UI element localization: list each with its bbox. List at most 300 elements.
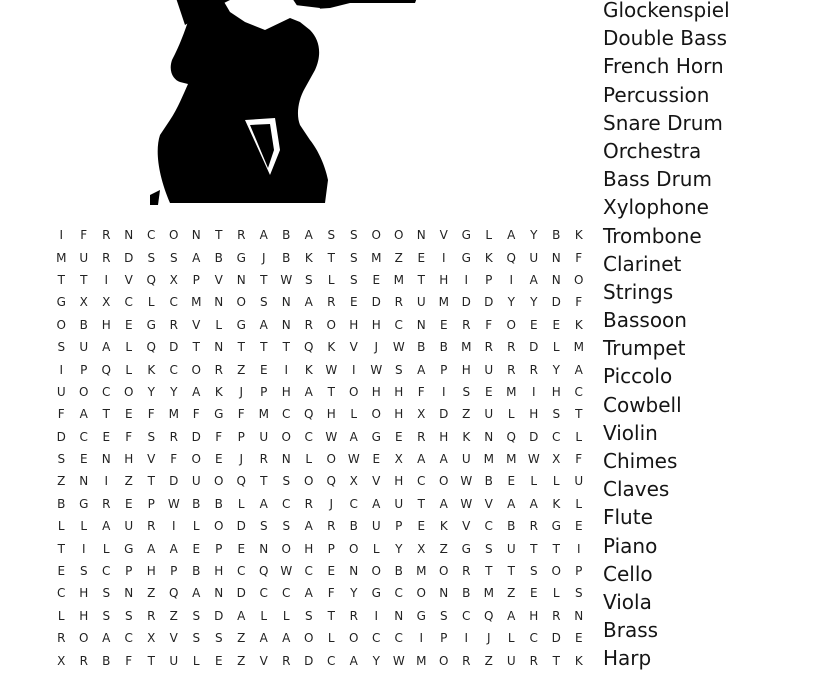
grid-letter[interactable]: A <box>349 653 358 668</box>
grid-letter[interactable]: D <box>529 340 539 355</box>
grid-letter[interactable]: K <box>327 340 336 355</box>
grid-letter[interactable]: B <box>282 228 291 243</box>
grid-letter[interactable]: P <box>215 541 223 556</box>
grid-letter[interactable]: B <box>417 340 426 355</box>
grid-letter[interactable]: R <box>304 317 313 332</box>
grid-letter[interactable]: L <box>327 631 335 646</box>
grid-letter[interactable]: X <box>57 653 66 668</box>
grid-letter[interactable]: M <box>258 407 269 422</box>
grid-letter[interactable]: V <box>147 452 156 467</box>
grid-letter[interactable]: E <box>529 586 538 601</box>
grid-letter[interactable]: L <box>575 429 583 444</box>
grid-letter[interactable]: L <box>552 474 560 489</box>
grid-letter[interactable]: K <box>574 228 583 243</box>
grid-letter[interactable]: R <box>147 519 156 534</box>
grid-letter[interactable]: P <box>395 519 403 534</box>
grid-letter[interactable]: R <box>147 608 156 623</box>
grid-letter[interactable]: R <box>102 496 111 511</box>
grid-letter[interactable]: I <box>104 272 109 287</box>
grid-letter[interactable]: Q <box>169 586 179 601</box>
grid-letter[interactable]: M <box>168 407 179 422</box>
grid-letter[interactable]: R <box>529 362 538 377</box>
grid-letter[interactable]: T <box>80 272 88 287</box>
grid-letter[interactable]: J <box>374 340 379 355</box>
grid-letter[interactable]: T <box>260 272 268 287</box>
grid-letter[interactable]: R <box>327 519 336 534</box>
grid-letter[interactable]: G <box>124 541 134 556</box>
grid-letter[interactable]: M <box>483 586 494 601</box>
grid-letter[interactable]: E <box>192 541 201 556</box>
grid-letter[interactable]: K <box>484 250 493 265</box>
grid-letter[interactable]: I <box>419 631 424 646</box>
grid-letter[interactable]: N <box>79 474 89 489</box>
grid-letter[interactable]: N <box>191 228 201 243</box>
grid-letter[interactable]: O <box>349 631 359 646</box>
grid-letter[interactable]: C <box>102 384 111 399</box>
grid-letter[interactable]: I <box>464 272 469 287</box>
grid-letter[interactable]: J <box>239 384 244 399</box>
grid-letter[interactable]: I <box>59 362 64 377</box>
grid-letter[interactable]: N <box>281 452 291 467</box>
grid-letter[interactable]: G <box>416 608 426 623</box>
grid-letter[interactable]: O <box>574 272 584 287</box>
grid-letter[interactable]: O <box>439 653 449 668</box>
grid-letter[interactable]: A <box>529 272 538 287</box>
grid-letter[interactable]: L <box>125 340 133 355</box>
grid-letter[interactable]: U <box>79 250 89 265</box>
grid-letter[interactable]: U <box>416 295 426 310</box>
grid-letter[interactable]: W <box>460 496 473 511</box>
grid-letter[interactable]: G <box>371 586 381 601</box>
grid-letter[interactable]: H <box>101 317 111 332</box>
grid-letter[interactable]: P <box>440 631 448 646</box>
grid-letter[interactable]: H <box>124 452 134 467</box>
grid-letter[interactable]: D <box>551 295 561 310</box>
grid-letter[interactable]: L <box>372 541 380 556</box>
grid-letter[interactable]: P <box>147 496 155 511</box>
grid-letter[interactable]: Z <box>147 586 156 601</box>
grid-letter[interactable]: B <box>552 228 561 243</box>
grid-letter[interactable]: C <box>529 631 538 646</box>
grid-letter[interactable]: A <box>439 496 448 511</box>
grid-letter[interactable]: U <box>56 384 66 399</box>
grid-letter[interactable]: K <box>214 384 223 399</box>
grid-letter[interactable]: Y <box>350 586 358 601</box>
grid-letter[interactable]: K <box>552 496 561 511</box>
grid-letter[interactable]: R <box>349 608 358 623</box>
grid-letter[interactable]: Q <box>304 407 314 422</box>
grid-letter[interactable]: L <box>192 653 200 668</box>
grid-letter[interactable]: E <box>259 362 268 377</box>
grid-letter[interactable]: E <box>57 564 66 579</box>
grid-letter[interactable]: V <box>214 272 223 287</box>
grid-letter[interactable]: A <box>439 452 448 467</box>
grid-letter[interactable]: P <box>170 564 178 579</box>
grid-letter[interactable]: M <box>506 384 517 399</box>
grid-letter[interactable]: O <box>236 295 246 310</box>
grid-letter[interactable]: T <box>417 496 425 511</box>
grid-letter[interactable]: L <box>552 586 560 601</box>
grid-letter[interactable]: R <box>237 228 246 243</box>
grid-letter[interactable]: A <box>259 631 268 646</box>
grid-letter[interactable]: K <box>462 429 471 444</box>
grid-letter[interactable]: L <box>575 496 583 511</box>
grid-letter[interactable]: D <box>439 407 449 422</box>
grid-letter[interactable]: C <box>304 429 313 444</box>
grid-letter[interactable]: Q <box>259 564 269 579</box>
grid-letter[interactable]: F <box>125 653 133 668</box>
grid-letter[interactable]: P <box>327 541 335 556</box>
grid-letter[interactable]: A <box>304 384 313 399</box>
grid-letter[interactable]: U <box>394 496 404 511</box>
grid-letter[interactable]: T <box>417 272 425 287</box>
grid-letter[interactable]: N <box>551 272 561 287</box>
grid-letter[interactable]: P <box>237 429 245 444</box>
grid-letter[interactable]: M <box>416 564 427 579</box>
grid-letter[interactable]: T <box>530 541 538 556</box>
grid-letter[interactable]: L <box>57 519 65 534</box>
grid-letter[interactable]: W <box>325 362 338 377</box>
grid-letter[interactable]: X <box>102 295 111 310</box>
grid-letter[interactable]: E <box>237 541 246 556</box>
grid-letter[interactable]: Z <box>169 608 178 623</box>
grid-letter[interactable]: H <box>304 541 314 556</box>
grid-letter[interactable]: S <box>282 474 291 489</box>
grid-letter[interactable]: K <box>439 519 448 534</box>
grid-letter[interactable]: L <box>80 519 88 534</box>
grid-letter[interactable]: Z <box>394 250 403 265</box>
grid-letter[interactable]: I <box>464 631 469 646</box>
grid-letter[interactable]: H <box>79 586 89 601</box>
grid-letter[interactable]: Z <box>462 407 471 422</box>
grid-letter[interactable]: S <box>259 295 268 310</box>
grid-letter[interactable]: T <box>57 272 65 287</box>
grid-letter[interactable]: C <box>552 429 561 444</box>
grid-letter[interactable]: E <box>574 631 583 646</box>
grid-letter[interactable]: O <box>439 474 449 489</box>
grid-letter[interactable]: R <box>169 317 178 332</box>
grid-letter[interactable]: W <box>370 362 383 377</box>
grid-letter[interactable]: G <box>56 295 66 310</box>
grid-letter[interactable]: W <box>280 272 293 287</box>
grid-letter[interactable]: N <box>236 272 246 287</box>
grid-letter[interactable]: U <box>169 653 179 668</box>
grid-letter[interactable]: K <box>147 362 156 377</box>
grid-letter[interactable]: Q <box>506 250 516 265</box>
grid-letter[interactable]: I <box>351 362 356 377</box>
grid-letter[interactable]: F <box>575 295 583 310</box>
grid-letter[interactable]: C <box>327 653 336 668</box>
grid-letter[interactable]: A <box>372 496 381 511</box>
grid-letter[interactable]: T <box>327 608 335 623</box>
grid-letter[interactable]: A <box>417 362 426 377</box>
grid-letter[interactable]: R <box>102 250 111 265</box>
grid-letter[interactable]: M <box>371 250 382 265</box>
grid-letter[interactable]: A <box>79 407 88 422</box>
grid-letter[interactable]: L <box>215 317 223 332</box>
grid-letter[interactable]: T <box>485 564 493 579</box>
grid-letter[interactable]: O <box>371 564 381 579</box>
grid-letter[interactable]: Z <box>439 541 448 556</box>
grid-letter[interactable]: A <box>102 631 111 646</box>
grid-letter[interactable]: T <box>327 384 335 399</box>
grid-letter[interactable]: L <box>282 608 290 623</box>
grid-letter[interactable]: A <box>192 384 201 399</box>
grid-letter[interactable]: Z <box>507 586 516 601</box>
grid-letter[interactable]: F <box>147 407 155 422</box>
grid-letter[interactable]: V <box>259 653 268 668</box>
grid-letter[interactable]: L <box>57 608 65 623</box>
grid-letter[interactable]: A <box>192 250 201 265</box>
grid-letter[interactable]: X <box>147 631 156 646</box>
grid-letter[interactable]: O <box>394 228 404 243</box>
grid-letter[interactable]: Z <box>237 362 246 377</box>
grid-letter[interactable]: Y <box>170 384 178 399</box>
grid-letter[interactable]: B <box>439 340 448 355</box>
grid-letter[interactable]: G <box>461 250 471 265</box>
grid-letter[interactable]: Y <box>552 362 560 377</box>
grid-letter[interactable]: B <box>394 564 403 579</box>
grid-letter[interactable]: N <box>394 608 404 623</box>
grid-letter[interactable]: R <box>417 429 426 444</box>
grid-letter[interactable]: X <box>169 272 178 287</box>
grid-letter[interactable]: R <box>529 653 538 668</box>
grid-letter[interactable]: N <box>416 228 426 243</box>
grid-letter[interactable]: T <box>552 653 560 668</box>
grid-letter[interactable]: N <box>281 317 291 332</box>
grid-letter[interactable]: D <box>124 250 134 265</box>
grid-letter[interactable]: E <box>214 653 223 668</box>
grid-letter[interactable]: L <box>507 407 515 422</box>
grid-letter[interactable]: I <box>284 362 289 377</box>
grid-letter[interactable]: A <box>304 586 313 601</box>
grid-letter[interactable]: E <box>417 250 426 265</box>
grid-letter[interactable]: G <box>371 429 381 444</box>
grid-letter[interactable]: N <box>349 564 359 579</box>
grid-letter[interactable]: F <box>327 586 335 601</box>
grid-letter[interactable]: D <box>529 429 539 444</box>
grid-letter[interactable]: Y <box>530 295 538 310</box>
grid-letter[interactable]: S <box>349 250 358 265</box>
grid-letter[interactable]: F <box>125 429 133 444</box>
grid-letter[interactable]: O <box>214 519 224 534</box>
grid-letter[interactable]: T <box>327 250 335 265</box>
grid-letter[interactable]: G <box>551 519 561 534</box>
grid-letter[interactable]: R <box>304 496 313 511</box>
grid-letter[interactable]: X <box>417 541 426 556</box>
grid-letter[interactable]: L <box>260 608 268 623</box>
grid-letter[interactable]: O <box>349 541 359 556</box>
grid-letter[interactable]: R <box>394 295 403 310</box>
grid-letter[interactable]: D <box>236 586 246 601</box>
grid-letter[interactable]: L <box>327 272 335 287</box>
grid-letter[interactable]: C <box>169 295 178 310</box>
grid-letter[interactable]: M <box>393 272 404 287</box>
grid-letter[interactable]: A <box>304 295 313 310</box>
grid-letter[interactable]: T <box>147 474 155 489</box>
grid-letter[interactable]: V <box>349 340 358 355</box>
grid-letter[interactable]: D <box>371 295 381 310</box>
grid-letter[interactable]: D <box>551 631 561 646</box>
grid-letter[interactable]: K <box>574 317 583 332</box>
grid-letter[interactable]: C <box>304 564 313 579</box>
grid-letter[interactable]: W <box>392 653 405 668</box>
grid-letter[interactable]: M <box>483 452 494 467</box>
grid-letter[interactable]: L <box>507 631 515 646</box>
grid-letter[interactable]: X <box>349 474 358 489</box>
grid-letter[interactable]: E <box>507 474 516 489</box>
grid-letter[interactable]: S <box>552 407 561 422</box>
grid-letter[interactable]: H <box>349 317 359 332</box>
grid-letter[interactable]: U <box>484 362 494 377</box>
grid-letter[interactable]: Q <box>146 340 156 355</box>
grid-letter[interactable]: H <box>551 384 561 399</box>
grid-letter[interactable]: O <box>191 362 201 377</box>
grid-letter[interactable]: R <box>529 519 538 534</box>
grid-letter[interactable]: S <box>147 429 156 444</box>
grid-letter[interactable]: R <box>259 452 268 467</box>
grid-letter[interactable]: E <box>574 519 583 534</box>
grid-letter[interactable]: C <box>102 564 111 579</box>
grid-letter[interactable]: U <box>574 474 584 489</box>
grid-letter[interactable]: F <box>192 407 200 422</box>
grid-letter[interactable]: W <box>347 452 360 467</box>
grid-letter[interactable]: R <box>79 653 88 668</box>
grid-letter[interactable]: N <box>259 541 269 556</box>
grid-letter[interactable]: U <box>124 519 134 534</box>
grid-letter[interactable]: O <box>506 317 516 332</box>
grid-letter[interactable]: J <box>486 631 491 646</box>
grid-letter[interactable]: P <box>440 362 448 377</box>
grid-letter[interactable]: R <box>57 631 66 646</box>
grid-letter[interactable]: C <box>282 496 291 511</box>
grid-letter[interactable]: C <box>57 586 66 601</box>
grid-letter[interactable]: C <box>372 631 381 646</box>
grid-letter[interactable]: V <box>439 228 448 243</box>
grid-letter[interactable]: U <box>506 541 516 556</box>
grid-letter[interactable]: A <box>282 631 291 646</box>
grid-letter[interactable]: E <box>349 295 358 310</box>
grid-letter[interactable]: N <box>101 452 111 467</box>
grid-letter[interactable]: Q <box>506 429 516 444</box>
grid-letter[interactable]: B <box>79 317 88 332</box>
grid-letter[interactable]: U <box>371 519 381 534</box>
grid-letter[interactable]: S <box>349 228 358 243</box>
grid-letter[interactable]: S <box>304 272 313 287</box>
grid-letter[interactable]: C <box>259 586 268 601</box>
grid-letter[interactable]: E <box>529 317 538 332</box>
grid-letter[interactable]: E <box>372 272 381 287</box>
grid-letter[interactable]: B <box>192 496 201 511</box>
grid-letter[interactable]: I <box>531 384 536 399</box>
grid-letter[interactable]: L <box>147 295 155 310</box>
grid-letter[interactable]: L <box>350 407 358 422</box>
grid-letter[interactable]: H <box>371 384 381 399</box>
grid-letter[interactable]: B <box>192 564 201 579</box>
grid-letter[interactable]: S <box>192 631 201 646</box>
grid-letter[interactable]: X <box>417 407 426 422</box>
grid-letter[interactable]: U <box>79 340 89 355</box>
grid-letter[interactable]: C <box>394 631 403 646</box>
grid-letter[interactable]: B <box>484 474 493 489</box>
grid-letter[interactable]: C <box>394 586 403 601</box>
grid-letter[interactable]: T <box>282 340 290 355</box>
grid-letter[interactable]: B <box>349 519 358 534</box>
grid-letter[interactable]: U <box>506 653 516 668</box>
grid-letter[interactable]: S <box>102 608 111 623</box>
grid-letter[interactable]: K <box>304 250 313 265</box>
grid-letter[interactable]: Y <box>147 384 155 399</box>
grid-letter[interactable]: Q <box>236 474 246 489</box>
grid-letter[interactable]: J <box>239 452 244 467</box>
grid-letter[interactable]: S <box>147 250 156 265</box>
grid-letter[interactable]: S <box>282 519 291 534</box>
grid-letter[interactable]: L <box>125 362 133 377</box>
grid-letter[interactable]: D <box>191 429 201 444</box>
grid-letter[interactable]: U <box>529 250 539 265</box>
grid-letter[interactable]: A <box>529 496 538 511</box>
grid-letter[interactable]: P <box>260 384 268 399</box>
grid-letter[interactable]: N <box>214 586 224 601</box>
grid-letter[interactable]: H <box>214 564 224 579</box>
grid-letter[interactable]: T <box>57 541 65 556</box>
grid-letter[interactable]: R <box>214 362 223 377</box>
grid-letter[interactable]: Z <box>124 474 133 489</box>
grid-letter[interactable]: R <box>327 295 336 310</box>
grid-letter[interactable]: T <box>260 340 268 355</box>
grid-letter[interactable]: C <box>282 407 291 422</box>
grid-letter[interactable]: H <box>529 407 539 422</box>
grid-letter[interactable]: U <box>259 429 269 444</box>
grid-letter[interactable]: S <box>349 272 358 287</box>
grid-letter[interactable]: J <box>261 250 266 265</box>
grid-letter[interactable]: E <box>394 429 403 444</box>
grid-letter[interactable]: F <box>417 384 425 399</box>
grid-letter[interactable]: A <box>507 608 516 623</box>
grid-letter[interactable]: U <box>484 407 494 422</box>
grid-letter[interactable]: S <box>439 608 448 623</box>
grid-letter[interactable]: N <box>124 586 134 601</box>
grid-letter[interactable]: M <box>506 452 517 467</box>
grid-letter[interactable]: D <box>484 295 494 310</box>
grid-letter[interactable]: N <box>574 608 584 623</box>
grid-letter[interactable]: M <box>438 295 449 310</box>
grid-letter[interactable]: R <box>462 653 471 668</box>
grid-letter[interactable]: M <box>461 340 472 355</box>
grid-letter[interactable]: A <box>417 452 426 467</box>
grid-letter[interactable]: O <box>124 384 134 399</box>
grid-letter[interactable]: S <box>462 384 471 399</box>
grid-letter[interactable]: E <box>79 452 88 467</box>
grid-letter[interactable]: E <box>484 384 493 399</box>
grid-letter[interactable]: M <box>573 340 584 355</box>
grid-letter[interactable]: T <box>575 407 583 422</box>
grid-letter[interactable]: L <box>305 452 313 467</box>
grid-letter[interactable]: S <box>192 608 201 623</box>
grid-letter[interactable]: S <box>327 228 336 243</box>
grid-letter[interactable]: B <box>214 496 223 511</box>
grid-letter[interactable]: S <box>304 608 313 623</box>
grid-letter[interactable]: B <box>102 653 111 668</box>
grid-letter[interactable]: C <box>79 429 88 444</box>
grid-letter[interactable]: C <box>124 295 133 310</box>
grid-letter[interactable]: F <box>575 250 583 265</box>
grid-letter[interactable]: R <box>484 340 493 355</box>
grid-letter[interactable]: F <box>485 317 493 332</box>
grid-letter[interactable]: C <box>394 317 403 332</box>
grid-letter[interactable]: X <box>394 452 403 467</box>
grid-letter[interactable]: S <box>574 586 583 601</box>
